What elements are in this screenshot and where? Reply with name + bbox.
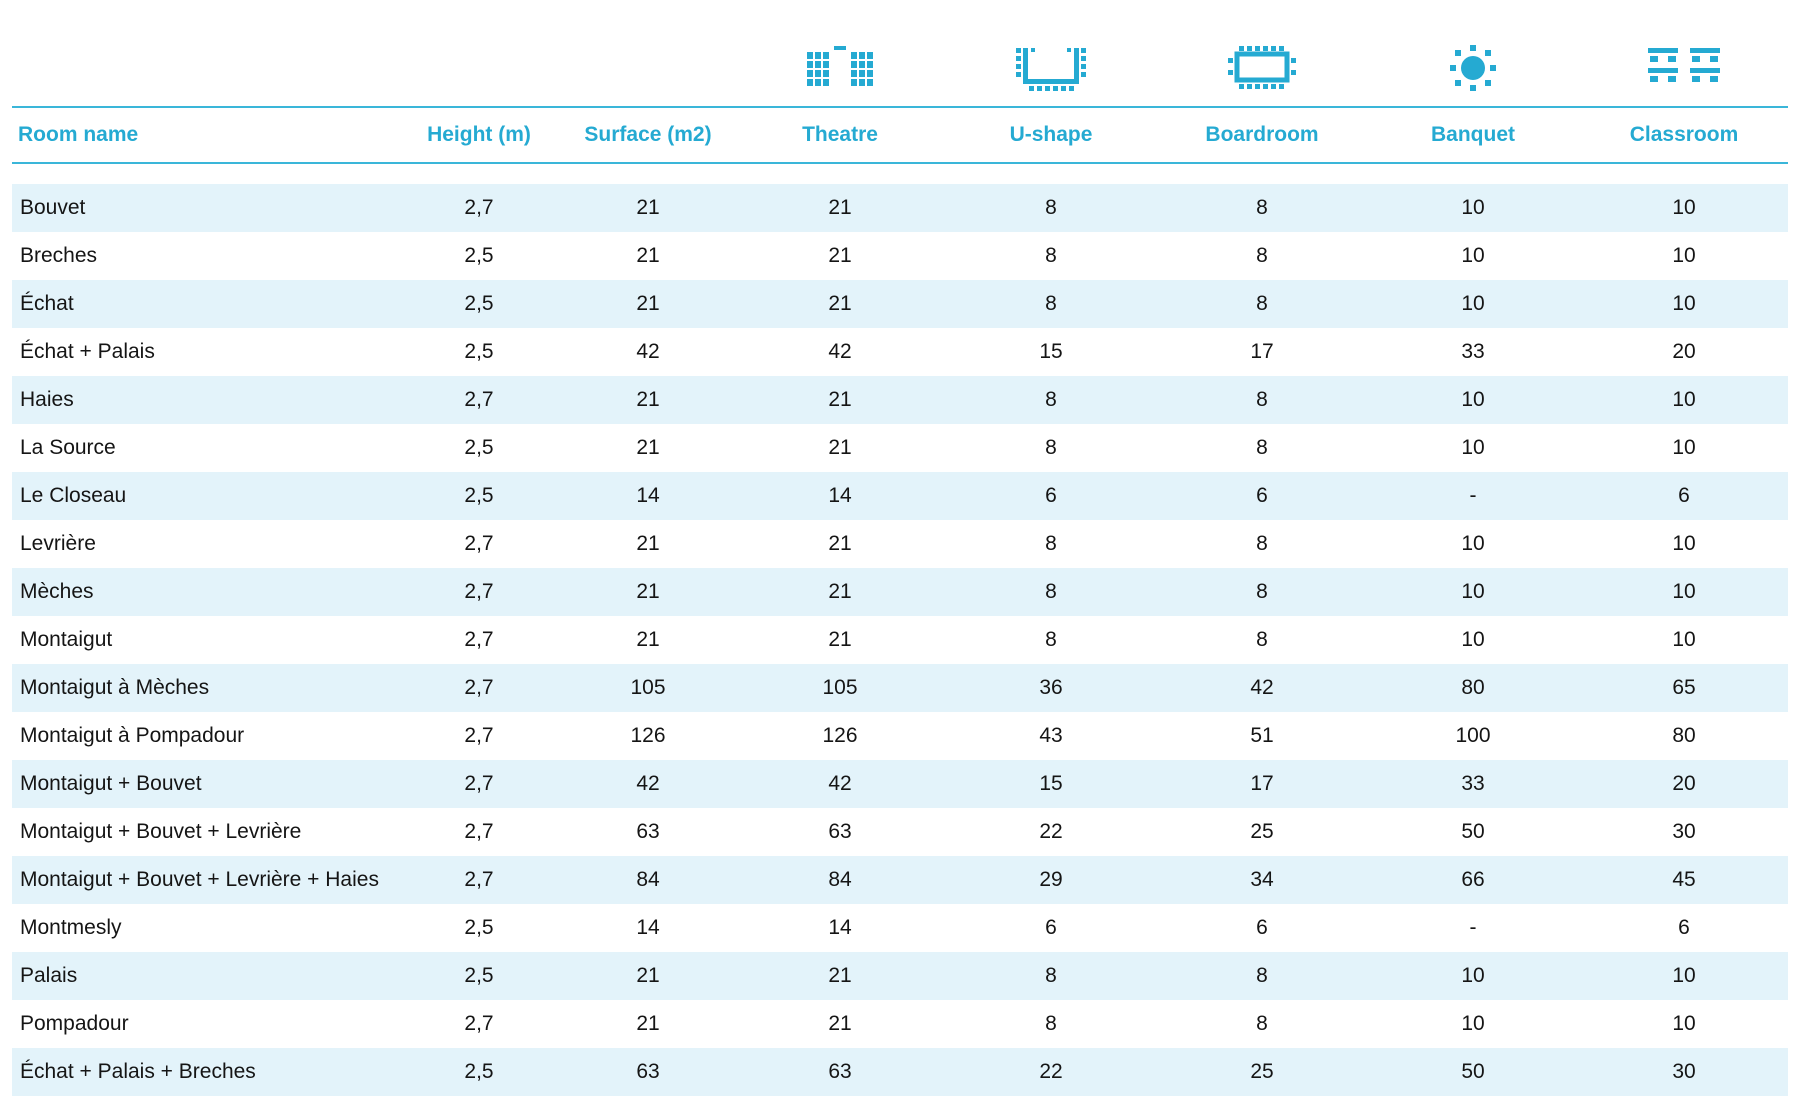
table-row	[12, 376, 1788, 424]
cell-room-name: La Source	[20, 436, 116, 459]
cell-height: 2,5	[464, 916, 494, 939]
table-body	[12, 184, 1788, 1096]
cell-surface: 14	[636, 484, 660, 507]
cell-classroom: 10	[1672, 964, 1696, 987]
cell-room-name: Montaigut à Mèches	[20, 676, 210, 699]
cell-banquet: 50	[1461, 1060, 1485, 1083]
cell-banquet: 50	[1461, 820, 1485, 843]
cell-u-shape: 8	[1045, 1012, 1057, 1035]
cell-surface: 63	[636, 820, 660, 843]
cell-banquet: 10	[1461, 580, 1485, 603]
table-row	[12, 952, 1788, 1000]
cell-theatre: 21	[828, 532, 852, 555]
cell-boardroom: 42	[1250, 676, 1274, 699]
cell-boardroom: 8	[1256, 244, 1268, 267]
table-row	[12, 760, 1788, 808]
cell-banquet: 100	[1455, 724, 1491, 747]
cell-u-shape: 6	[1045, 916, 1057, 939]
cell-surface: 21	[636, 388, 660, 411]
cell-u-shape: 8	[1045, 532, 1057, 555]
table-row	[12, 424, 1788, 472]
cell-classroom: 10	[1672, 388, 1696, 411]
cell-u-shape: 8	[1045, 244, 1057, 267]
cell-theatre: 105	[822, 676, 858, 699]
cell-room-name: Le Closeau	[20, 484, 127, 507]
cell-banquet: 10	[1461, 964, 1485, 987]
table-row	[12, 712, 1788, 760]
cell-height: 2,7	[464, 724, 494, 747]
cell-banquet: 10	[1461, 196, 1485, 219]
cell-surface: 42	[636, 340, 660, 363]
cell-surface: 21	[636, 628, 660, 651]
cell-surface: 21	[636, 580, 660, 603]
cell-theatre: 21	[828, 196, 852, 219]
cell-room-name: Palais	[20, 964, 78, 987]
cell-classroom: 10	[1672, 292, 1696, 315]
classroom-layout-icon	[1646, 38, 1722, 98]
cell-u-shape: 8	[1045, 292, 1057, 315]
cell-room-name: Montaigut + Bouvet + Levrière	[20, 820, 302, 843]
cell-surface: 21	[636, 436, 660, 459]
cell-room-name: Montmesly	[20, 916, 122, 939]
header-surface: Surface (m2)	[584, 123, 712, 146]
header-theatre: Theatre	[802, 123, 878, 146]
cell-room-name: Haies	[20, 388, 74, 411]
cell-room-name: Échat + Palais + Breches	[20, 1060, 256, 1083]
cell-boardroom: 25	[1250, 820, 1274, 843]
cell-boardroom: 8	[1256, 388, 1268, 411]
table-row	[12, 232, 1788, 280]
cell-classroom: 45	[1672, 868, 1696, 891]
cell-surface: 21	[636, 964, 660, 987]
cell-banquet: 33	[1461, 340, 1485, 363]
cell-classroom: 6	[1678, 916, 1690, 939]
cell-boardroom: 51	[1250, 724, 1274, 747]
cell-theatre: 63	[828, 1060, 852, 1083]
cell-boardroom: 8	[1256, 964, 1268, 987]
cell-banquet: 66	[1461, 868, 1485, 891]
cell-classroom: 10	[1672, 532, 1696, 555]
cell-height: 2,7	[464, 820, 494, 843]
cell-surface: 21	[636, 292, 660, 315]
header-room-name: Room name	[18, 123, 139, 146]
cell-theatre: 42	[828, 340, 852, 363]
cell-surface: 21	[636, 244, 660, 267]
cell-room-name: Levrière	[20, 532, 96, 555]
table-row	[12, 568, 1788, 616]
layout-icons-row	[12, 38, 1788, 98]
cell-classroom: 10	[1672, 244, 1696, 267]
cell-boardroom: 8	[1256, 436, 1268, 459]
table-row	[12, 616, 1788, 664]
header-top-rule	[12, 106, 1788, 108]
cell-classroom: 80	[1672, 724, 1696, 747]
cell-theatre: 42	[828, 772, 852, 795]
cell-classroom: 30	[1672, 1060, 1696, 1083]
cell-u-shape: 36	[1039, 676, 1063, 699]
cell-classroom: 10	[1672, 580, 1696, 603]
cell-surface: 21	[636, 1012, 660, 1035]
cell-banquet: 10	[1461, 532, 1485, 555]
table-row	[12, 808, 1788, 856]
cell-classroom: 10	[1672, 196, 1696, 219]
cell-theatre: 126	[822, 724, 858, 747]
cell-boardroom: 17	[1250, 340, 1274, 363]
cell-classroom: 6	[1678, 484, 1690, 507]
cell-boardroom: 34	[1250, 868, 1274, 891]
cell-theatre: 21	[828, 628, 852, 651]
cell-room-name: Mèches	[20, 580, 94, 603]
cell-u-shape: 8	[1045, 964, 1057, 987]
cell-height: 2,5	[464, 1060, 494, 1083]
cell-room-name: Pompadour	[20, 1012, 129, 1035]
table-row	[12, 1048, 1788, 1096]
cell-theatre: 21	[828, 1012, 852, 1035]
cell-room-name: Échat + Palais	[20, 340, 155, 363]
cell-theatre: 21	[828, 436, 852, 459]
cell-surface: 84	[636, 868, 660, 891]
cell-height: 2,7	[464, 772, 494, 795]
cell-boardroom: 6	[1256, 484, 1268, 507]
cell-height: 2,5	[464, 964, 494, 987]
cell-u-shape: 6	[1045, 484, 1057, 507]
cell-height: 2,7	[464, 388, 494, 411]
cell-surface: 105	[630, 676, 666, 699]
cell-banquet: 33	[1461, 772, 1485, 795]
cell-banquet: 10	[1461, 388, 1485, 411]
cell-classroom: 30	[1672, 820, 1696, 843]
table-row	[12, 904, 1788, 952]
cell-u-shape: 8	[1045, 196, 1057, 219]
table-row	[12, 328, 1788, 376]
cell-room-name: Montaigut	[20, 628, 113, 651]
boardroom-layout-icon	[1227, 38, 1297, 98]
cell-height: 2,5	[464, 340, 494, 363]
cell-classroom: 20	[1672, 772, 1696, 795]
header-bottom-rule	[12, 162, 1788, 164]
cell-surface: 63	[636, 1060, 660, 1083]
cell-theatre: 84	[828, 868, 852, 891]
header-classroom: Classroom	[1629, 123, 1739, 146]
cell-banquet: -	[1469, 916, 1477, 939]
cell-height: 2,7	[464, 1012, 494, 1035]
cell-boardroom: 6	[1256, 916, 1268, 939]
cell-theatre: 21	[828, 580, 852, 603]
table-row	[12, 472, 1788, 520]
cell-u-shape: 8	[1045, 628, 1057, 651]
cell-u-shape: 8	[1045, 580, 1057, 603]
cell-boardroom: 8	[1256, 628, 1268, 651]
cell-boardroom: 8	[1256, 292, 1268, 315]
cell-u-shape: 8	[1045, 436, 1057, 459]
cell-classroom: 65	[1672, 676, 1696, 699]
cell-surface: 14	[636, 916, 660, 939]
banquet-layout-icon	[1448, 38, 1498, 98]
cell-u-shape: 8	[1045, 388, 1057, 411]
cell-room-name: Montaigut à Pompadour	[20, 724, 245, 747]
cell-classroom: 10	[1672, 1012, 1696, 1035]
cell-room-name: Breches	[20, 244, 98, 267]
cell-height: 2,7	[464, 676, 494, 699]
cell-banquet: -	[1469, 484, 1477, 507]
table-row	[12, 520, 1788, 568]
cell-theatre: 21	[828, 388, 852, 411]
cell-classroom: 20	[1672, 340, 1696, 363]
table-row	[12, 664, 1788, 712]
cell-surface: 21	[636, 196, 660, 219]
cell-banquet: 10	[1461, 244, 1485, 267]
cell-theatre: 21	[828, 244, 852, 267]
cell-classroom: 10	[1672, 436, 1696, 459]
cell-surface: 42	[636, 772, 660, 795]
cell-room-name: Échat	[20, 292, 74, 315]
table-header-row	[12, 110, 1788, 160]
header-banquet: Banquet	[1431, 123, 1515, 146]
cell-height: 2,7	[464, 628, 494, 651]
cell-height: 2,5	[464, 244, 494, 267]
cell-height: 2,5	[464, 436, 494, 459]
cell-room-name: Montaigut + Bouvet	[20, 772, 202, 795]
cell-boardroom: 8	[1256, 1012, 1268, 1035]
cell-boardroom: 8	[1256, 532, 1268, 555]
cell-u-shape: 15	[1039, 340, 1063, 363]
cell-height: 2,5	[464, 292, 494, 315]
cell-theatre: 21	[828, 964, 852, 987]
u-shape-layout-icon	[1015, 38, 1087, 98]
cell-banquet: 10	[1461, 1012, 1485, 1035]
cell-classroom: 10	[1672, 628, 1696, 651]
cell-height: 2,7	[464, 196, 494, 219]
cell-u-shape: 15	[1039, 772, 1063, 795]
table-row	[12, 1000, 1788, 1048]
cell-banquet: 10	[1461, 628, 1485, 651]
cell-theatre: 14	[828, 916, 852, 939]
cell-banquet: 80	[1461, 676, 1485, 699]
header-height: Height (m)	[427, 123, 531, 146]
cell-boardroom: 25	[1250, 1060, 1274, 1083]
cell-surface: 21	[636, 532, 660, 555]
table-row	[12, 280, 1788, 328]
theatre-layout-icon	[805, 38, 875, 98]
cell-boardroom: 8	[1256, 580, 1268, 603]
cell-banquet: 10	[1461, 436, 1485, 459]
header-u-shape: U-shape	[1009, 123, 1093, 146]
cell-height: 2,7	[464, 580, 494, 603]
table-row	[12, 184, 1788, 232]
cell-height: 2,7	[464, 868, 494, 891]
cell-u-shape: 43	[1039, 724, 1063, 747]
cell-u-shape: 29	[1039, 868, 1063, 891]
cell-boardroom: 17	[1250, 772, 1274, 795]
cell-u-shape: 22	[1039, 820, 1063, 843]
cell-room-name: Bouvet	[20, 196, 86, 219]
cell-height: 2,7	[464, 532, 494, 555]
cell-theatre: 63	[828, 820, 852, 843]
cell-theatre: 21	[828, 292, 852, 315]
header-boardroom: Boardroom	[1205, 123, 1319, 146]
cell-boardroom: 8	[1256, 196, 1268, 219]
cell-surface: 126	[630, 724, 666, 747]
cell-room-name: Montaigut + Bouvet + Levrière + Haies	[20, 868, 379, 891]
cell-height: 2,5	[464, 484, 494, 507]
table-row	[12, 856, 1788, 904]
cell-theatre: 14	[828, 484, 852, 507]
cell-banquet: 10	[1461, 292, 1485, 315]
cell-u-shape: 22	[1039, 1060, 1063, 1083]
